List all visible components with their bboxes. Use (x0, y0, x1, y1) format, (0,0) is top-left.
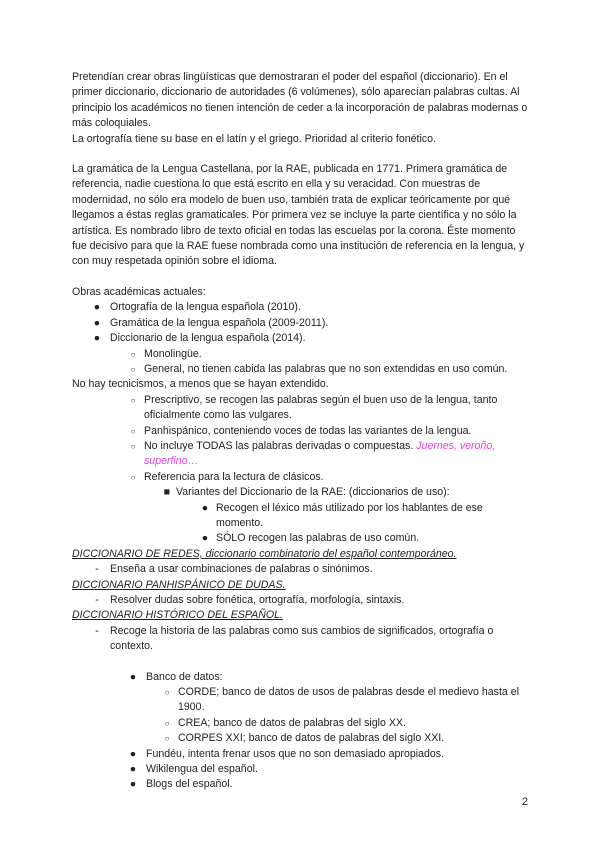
list-item: ○ Referencia para la lectura de clásicos. (72, 470, 532, 485)
bullet-icon: ● (201, 532, 209, 545)
dash-bullet-icon: - (95, 594, 99, 606)
list-item: ● Blogs del español. (72, 777, 532, 792)
list-item: ○ CORDE; banco de datos de usos de palabras desde el medievo hasta el 1900. (72, 685, 532, 716)
circle-bullet-icon: ○ (130, 349, 136, 359)
bullet-icon: ● (93, 332, 101, 345)
list-item: ● Gramática de la lengua española (2009-2011). (72, 316, 532, 331)
list-item: ■ Variantes del Diccionario de la RAE: (diccionarios de uso): (72, 485, 532, 500)
list-item: ● Banco de datos: (72, 670, 532, 685)
bullet-icon: ● (129, 747, 137, 760)
list-item: ○ CREA; banco de datos de palabras del siglo XX. (72, 716, 532, 731)
historico-title: DICCIONARIO HISTÓRICO DEL ESPAÑOL. (72, 609, 283, 622)
list-item: ● SÓLO recogen las palabras de uso común. (72, 531, 532, 546)
circle-bullet-icon: ○ (130, 426, 136, 436)
document-body (72, 70, 532, 793)
circle-bullet-icon: ○ (130, 441, 136, 451)
bullet-icon: ● (129, 670, 137, 683)
list-item: ○ General, no tienen cabida las palabras que no son extendidas en uso común. (72, 362, 532, 377)
bullet-icon: ● (129, 763, 137, 776)
circle-bullet-icon: ○ (130, 395, 136, 405)
circle-bullet-icon: ○ (164, 718, 170, 728)
list-item: ● Wikilengua del español. (72, 762, 532, 777)
redes-title: DICCIONARIO DE REDES, diccionario combinatorio del español contemporáneo. (72, 547, 457, 560)
panhispanico-title: DICCIONARIO PANHISPÁNICO DE DUDAS. (72, 578, 286, 591)
page-number: 2 (521, 796, 528, 808)
list-item: ● Recogen el léxico más utilizado por los hablantes de ese momento. (72, 501, 532, 532)
list-item: ○ CORPES XXI; banco de datos de palabras del siglo XXI. (72, 731, 532, 746)
circle-bullet-icon: ○ (130, 364, 136, 374)
circle-bullet-icon: ○ (130, 472, 136, 482)
list-item: ○ Prescriptivo, se recogen las palabras según el buen uso de la lengua, tanto oficialmente como las vulgares. (72, 393, 532, 424)
example-words: Juernes, veroño, superfino… (144, 439, 496, 468)
list-item: ○ Monolingüe. (72, 347, 532, 362)
circle-bullet-icon: ○ (164, 734, 170, 744)
list-item: ● Diccionario de la lengua española (2014). (72, 331, 532, 346)
square-bullet-icon: ■ (163, 486, 171, 499)
dash-bullet-icon: - (95, 563, 99, 576)
bullet-icon: ● (93, 316, 101, 329)
list-item: ● Ortografía de la lengua española (2010). (72, 300, 532, 315)
tecnicismos-note: No hay tecnicismos, a menos que se hayan extendido. (72, 378, 329, 391)
bullet-icon: ● (129, 778, 137, 791)
intro-paragraph-2: La ortografía tiene su base en el latín y el griego. Prioridad al criterio fonético. (72, 132, 436, 145)
obras-heading: Obras académicas actuales: (72, 285, 206, 298)
list-item: ○ No incluye TODAS las palabras derivadas o compuestas. Juernes, veroño, superfino… (72, 439, 532, 470)
grammar-paragraph: La gramática de la Lengua Castellana, por la RAE, publicada en 1771. Primera gramática de referencia, nadie cuestiona lo que está escrito en ella y su veracidad. Con muestras de modernidad, no sólo era modelo de buen uso, también trata de explicar teóricamente por qué llegamos a éstas reglas gramaticales. Por primera vez se incluye la parte científica y no sólo la artística. Es nombrado libro de texto oficial en todas las escuelas por la corona. Éste momento fue decisivo para que la RAE fuese nombrada como una institución de referencia en la lengua, y con muy respetada opinión sobre el idioma. (72, 163, 525, 268)
circle-bullet-icon: ○ (164, 688, 170, 698)
list-item: - Enseña a usar combinaciones de palabras o sinónimos. (72, 562, 532, 577)
list-item: - Recoge la historia de las palabras como sus cambios de significados, ortografía o contexto. (72, 624, 532, 655)
bullet-icon: ● (93, 301, 101, 314)
list-item: ○ Panhispánico, conteniendo voces de todas las variantes de la lengua. (72, 424, 532, 439)
bullet-icon: ● (201, 501, 209, 514)
intro-paragraph-1: Pretendían crear obras lingüísticas que demostraran el poder del español (diccionario). En el primer diccionario, diccionario de autoridades (6 volúmenes), sólo aparecían palabras cultas. Al principio los académicos no tienen intención de ceder a la incorporación de palabras modernas o más coloquiales. (72, 71, 528, 130)
list-item: - Resolver dudas sobre fonética, ortografía, morfología, sintaxis. (72, 593, 532, 608)
list-item: ● Fundéu, intenta frenar usos que no son demasiado apropiados. (72, 747, 532, 762)
dash-bullet-icon: - (95, 624, 99, 637)
